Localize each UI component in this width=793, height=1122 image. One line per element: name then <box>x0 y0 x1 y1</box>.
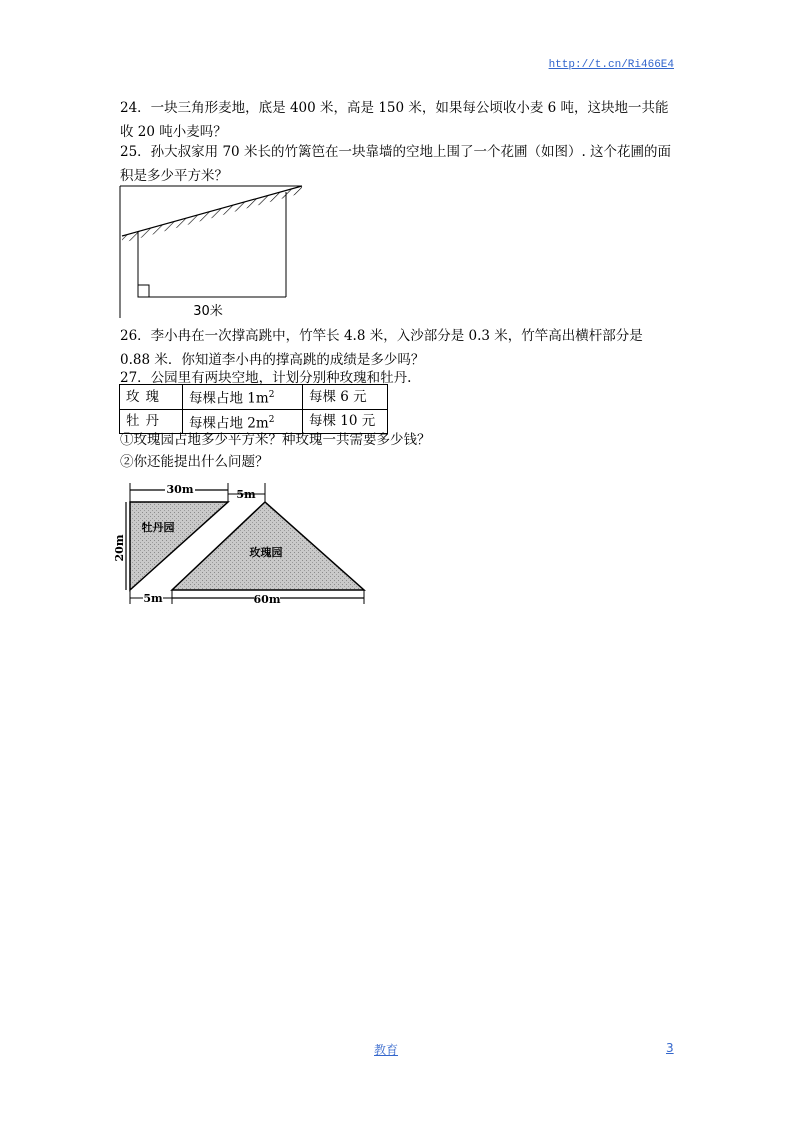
height-dimension-label: 20m <box>113 534 126 562</box>
footer-link[interactable]: 教育 <box>374 1043 399 1057</box>
question-26: 26．李小冉在一次撑高跳中，竹竿长 4.8 米，入沙部分是 0.3 米，竹竿高出横杆部分是 0.88 米．你知道李小冉的撑高跳的成绩是多少吗？ <box>120 328 643 368</box>
table-cell-name: 玫瑰 <box>120 385 183 410</box>
page-number[interactable]: 3 <box>666 1041 674 1055</box>
top-dimension-label: 30m <box>166 483 194 496</box>
peony-garden-label: 牡丹园 <box>141 521 175 534</box>
question-25: 25．孙大叔家用 70 米长的竹篱笆在一块靠墙的空地上围了一个花圃（如图）. 这个花圃的面积是多少平方米？ <box>120 144 672 184</box>
bottom-gap-label: 5m <box>143 592 163 605</box>
table-cell-name: 牡丹 <box>120 409 183 434</box>
sub-question-1: ①玫瑰园占地多少平方米？种玫瑰一共需要多少钱？ <box>120 432 431 448</box>
rose-garden-label: 玫瑰园 <box>249 546 283 559</box>
question-27: 27．公园里有两块空地，计划分别种玫瑰和牡丹. <box>120 370 412 386</box>
table-row <box>120 385 388 410</box>
header-url-link[interactable]: http://t.cn/Ri466E4 <box>548 59 674 71</box>
wall-hatching <box>122 186 302 243</box>
table-cell-area: 每棵占地 $1m^2$ <box>183 385 303 410</box>
top-gap-label: 5m <box>236 488 256 501</box>
price-table <box>119 384 388 434</box>
table-cell-price: 每棵 6 元 <box>303 385 388 410</box>
gardens-figure <box>113 480 368 608</box>
table-cell-price: 每棵 10 元 <box>303 409 388 434</box>
wall-line <box>122 186 302 236</box>
question-24: 24．一块三角形麦地，底是 400 米，高是 150 米，如果每公顷收小麦 6 吨，这块地一共能收 20 吨小麦吗？ <box>120 100 669 140</box>
base-dimension-label: 60m <box>253 593 281 606</box>
table-cell-area: 每棵占地 $2m^2$ <box>183 409 303 434</box>
sub-question-2: ②你还能提出什么问题？ <box>120 454 269 470</box>
garden-bottom-label: 30米 <box>193 304 223 319</box>
right-angle-mark <box>138 285 149 297</box>
garden-wall-figure <box>118 184 304 318</box>
